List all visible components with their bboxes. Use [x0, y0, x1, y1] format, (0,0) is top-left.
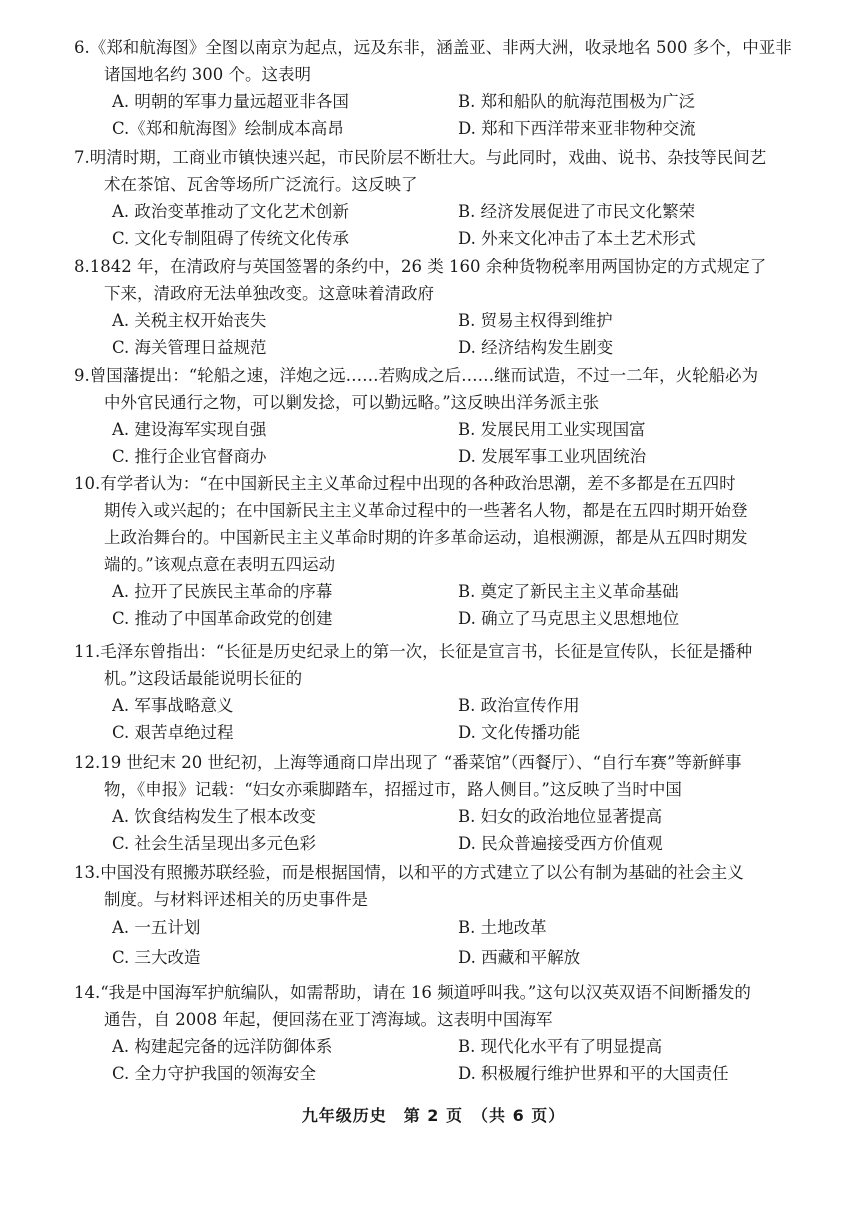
- question-stem-text: 期传入或兴起的；在中国新民主主义革命过程中的一些著名人物，都是在五四时期开始登: [104, 501, 748, 520]
- option-c[interactable]: C. 艰苦卓绝过程: [112, 723, 234, 742]
- page-footer: 九年级历史 第 2 页 （共 6 页）: [301, 1106, 566, 1125]
- option-d[interactable]: D. 外来文化冲击了本土艺术形式: [458, 229, 696, 248]
- question-stem-line: [74, 362, 794, 389]
- option-d[interactable]: D. 西藏和平解放: [458, 948, 581, 967]
- question-stem-text: 曾国藩提出：“轮船之速，洋炮之远……若购成之后……继而试造，不过一二年，火轮船必为: [89, 366, 759, 385]
- question-stem-text: 中国没有照搬苏联经验，而是根据国情，以和平的方式建立了以公有制为基础的社会主义: [100, 863, 744, 882]
- option-b[interactable]: B. 现代化水平有了明显提高: [458, 1037, 663, 1056]
- question-12: [74, 749, 794, 857]
- option-d[interactable]: D. 积极履行维护世界和平的大国责任: [458, 1064, 729, 1083]
- options-group: [74, 692, 794, 746]
- question-stem-text: 《郑和航海图》全图以南京为起点，远及东非，涵盖亚、非两大洲，收录地名 500 多个，中亚非: [89, 38, 792, 57]
- option-b[interactable]: B. 经济发展促进了市民文化繁荣: [458, 202, 696, 221]
- option-a[interactable]: A. 明朝的军事力量远超亚非各国: [112, 92, 349, 111]
- question-stem-text: 毛泽东曾指出：“长征是历史纪录上的第一次，长征是宣言书，长征是宣传队，长征是播种: [100, 642, 753, 661]
- question-stem-line: [74, 979, 794, 1006]
- question-6: [74, 34, 794, 142]
- question-stem-text: 上政治舞台的。中国新民主主义革命时期的许多革命运动，追根溯源，都是从五四时期发: [104, 528, 748, 547]
- option-b[interactable]: B. 奠定了新民主主义革命基础: [458, 582, 679, 601]
- option-c[interactable]: C. 海关管理日益规范: [112, 338, 267, 357]
- option-a[interactable]: A. 军事战略意义: [112, 696, 234, 715]
- question-stem-line: [74, 638, 794, 665]
- question-stem-line: [74, 859, 794, 886]
- question-number: 9.: [74, 366, 90, 385]
- question-stem-text: 明清时期，工商业市镇快速兴起，市民阶层不断壮大。与此同时，戏曲、说书、杂技等民间艺: [89, 148, 767, 167]
- question-stem-text: 端的。”该观点意在表明五四运动: [104, 555, 336, 574]
- question-stem-text: 19 世纪末 20 世纪初，上海等通商口岸出现了 “番菜馆”（西餐厅）、“自行车赛”等新鲜事: [100, 753, 742, 772]
- option-d[interactable]: D. 民众普遍接受西方价值观: [458, 834, 663, 853]
- question-stem-text: 术在茶馆、瓦舍等场所广泛流行。这反映了: [104, 175, 418, 194]
- options-group: [74, 913, 794, 973]
- question-7: [74, 144, 794, 252]
- options-group: [74, 307, 794, 361]
- question-11: [74, 638, 794, 746]
- option-b[interactable]: B. 贸易主权得到维护: [458, 311, 613, 330]
- option-c[interactable]: C. 文化专制阻碍了传统文化传承: [112, 229, 350, 248]
- question-stem-text: 通告，自 2008 年起，便回荡在亚丁湾海域。这表明中国海军: [104, 1010, 553, 1029]
- option-c[interactable]: C. 社会生活呈现出多元色彩: [112, 834, 317, 853]
- option-a[interactable]: A. 政治变革推动了文化艺术创新: [112, 202, 349, 221]
- option-a[interactable]: A. 饮食结构发生了根本改变: [112, 807, 316, 826]
- options-group: [74, 88, 794, 142]
- option-a[interactable]: A. 关税主权开始丧失: [112, 311, 267, 330]
- question-stem-text: 下来，清政府无法单独改变。这意味着清政府: [104, 284, 434, 303]
- option-d[interactable]: D. 确立了马克思主义思想地位: [458, 609, 680, 628]
- question-number: 14.: [74, 983, 101, 1002]
- option-c[interactable]: C. 三大改造: [112, 948, 201, 967]
- question-stem-text: “我是中国海军护航编队，如需帮助，请在 16 频道呼叫我。”这句以汉英双语不间断播发的: [100, 983, 751, 1002]
- options-group: [74, 803, 794, 857]
- option-b[interactable]: B. 土地改革: [458, 918, 547, 937]
- question-number: 7.: [74, 148, 90, 167]
- options-group: [74, 416, 794, 470]
- option-d[interactable]: D. 郑和下西洋带来亚非物种交流: [458, 119, 696, 138]
- question-stem-text: 诸国地名约 300 个。这表明: [104, 65, 311, 84]
- question-number: 8.: [74, 257, 90, 276]
- question-stem-text: 中外官民通行之物，可以剿发捻，可以勤远略。”这反映出洋务派主张: [104, 393, 600, 412]
- option-b[interactable]: B. 政治宣传作用: [458, 696, 580, 715]
- question-number: 11.: [74, 642, 101, 661]
- question-10: [74, 470, 794, 632]
- question-stem-text: 机。”这段话最能说明长征的: [104, 669, 303, 688]
- question-number: 13.: [74, 863, 101, 882]
- question-stem-text: 物，《申报》记载：“妇女亦乘脚踏车，招摇过市，路人侧目。”这反映了当时中国: [104, 780, 682, 799]
- question-stem-text: 有学者认为：“在中国新民主主义革命过程中出现的各种政治思潮，差不多都是在五四时: [100, 474, 736, 493]
- question-9: [74, 362, 794, 470]
- question-number: 6.: [74, 38, 90, 57]
- option-d[interactable]: D. 经济结构发生剧变: [458, 338, 614, 357]
- option-d[interactable]: D. 文化传播功能: [458, 723, 581, 742]
- option-a[interactable]: A. 建设海军实现自强: [112, 420, 267, 439]
- question-stem-line: [74, 253, 794, 280]
- question-stem-text: 制度。与材料评述相关的历史事件是: [104, 890, 368, 909]
- options-group: [74, 198, 794, 252]
- option-a[interactable]: A. 构建起完备的远洋防御体系: [112, 1037, 333, 1056]
- question-stem-line: [74, 144, 794, 171]
- question-stem-text: 1842 年，在清政府与英国签署的条约中，26 类 160 余种货物税率用两国协定的方式规定了: [89, 257, 767, 276]
- option-c[interactable]: C. 全力守护我国的领海安全: [112, 1064, 317, 1083]
- option-a[interactable]: A. 拉开了民族民主革命的序幕: [112, 582, 333, 601]
- option-c[interactable]: C. 推动了中国革命政党的创建: [112, 609, 333, 628]
- question-number: 10.: [74, 474, 101, 493]
- option-c[interactable]: C. 推行企业官督商办: [112, 447, 267, 466]
- question-13: [74, 859, 794, 973]
- question-8: [74, 253, 794, 361]
- question-14: [74, 979, 794, 1087]
- option-b[interactable]: B. 郑和船队的航海范围极为广泛: [458, 92, 696, 111]
- question-stem-line: [74, 470, 794, 497]
- options-group: [74, 1033, 794, 1087]
- question-stem-line: [74, 34, 794, 61]
- option-b[interactable]: B. 妇女的政治地位显著提高: [458, 807, 663, 826]
- option-a[interactable]: A. 一五计划: [112, 918, 201, 937]
- question-stem-line: [74, 749, 794, 776]
- options-group: [74, 578, 794, 632]
- question-number: 12.: [74, 753, 101, 772]
- option-b[interactable]: B. 发展民用工业实现国富: [458, 420, 646, 439]
- option-c[interactable]: C.《郑和航海图》绘制成本高昂: [112, 119, 344, 138]
- option-d[interactable]: D. 发展军事工业巩固统治: [458, 447, 647, 466]
